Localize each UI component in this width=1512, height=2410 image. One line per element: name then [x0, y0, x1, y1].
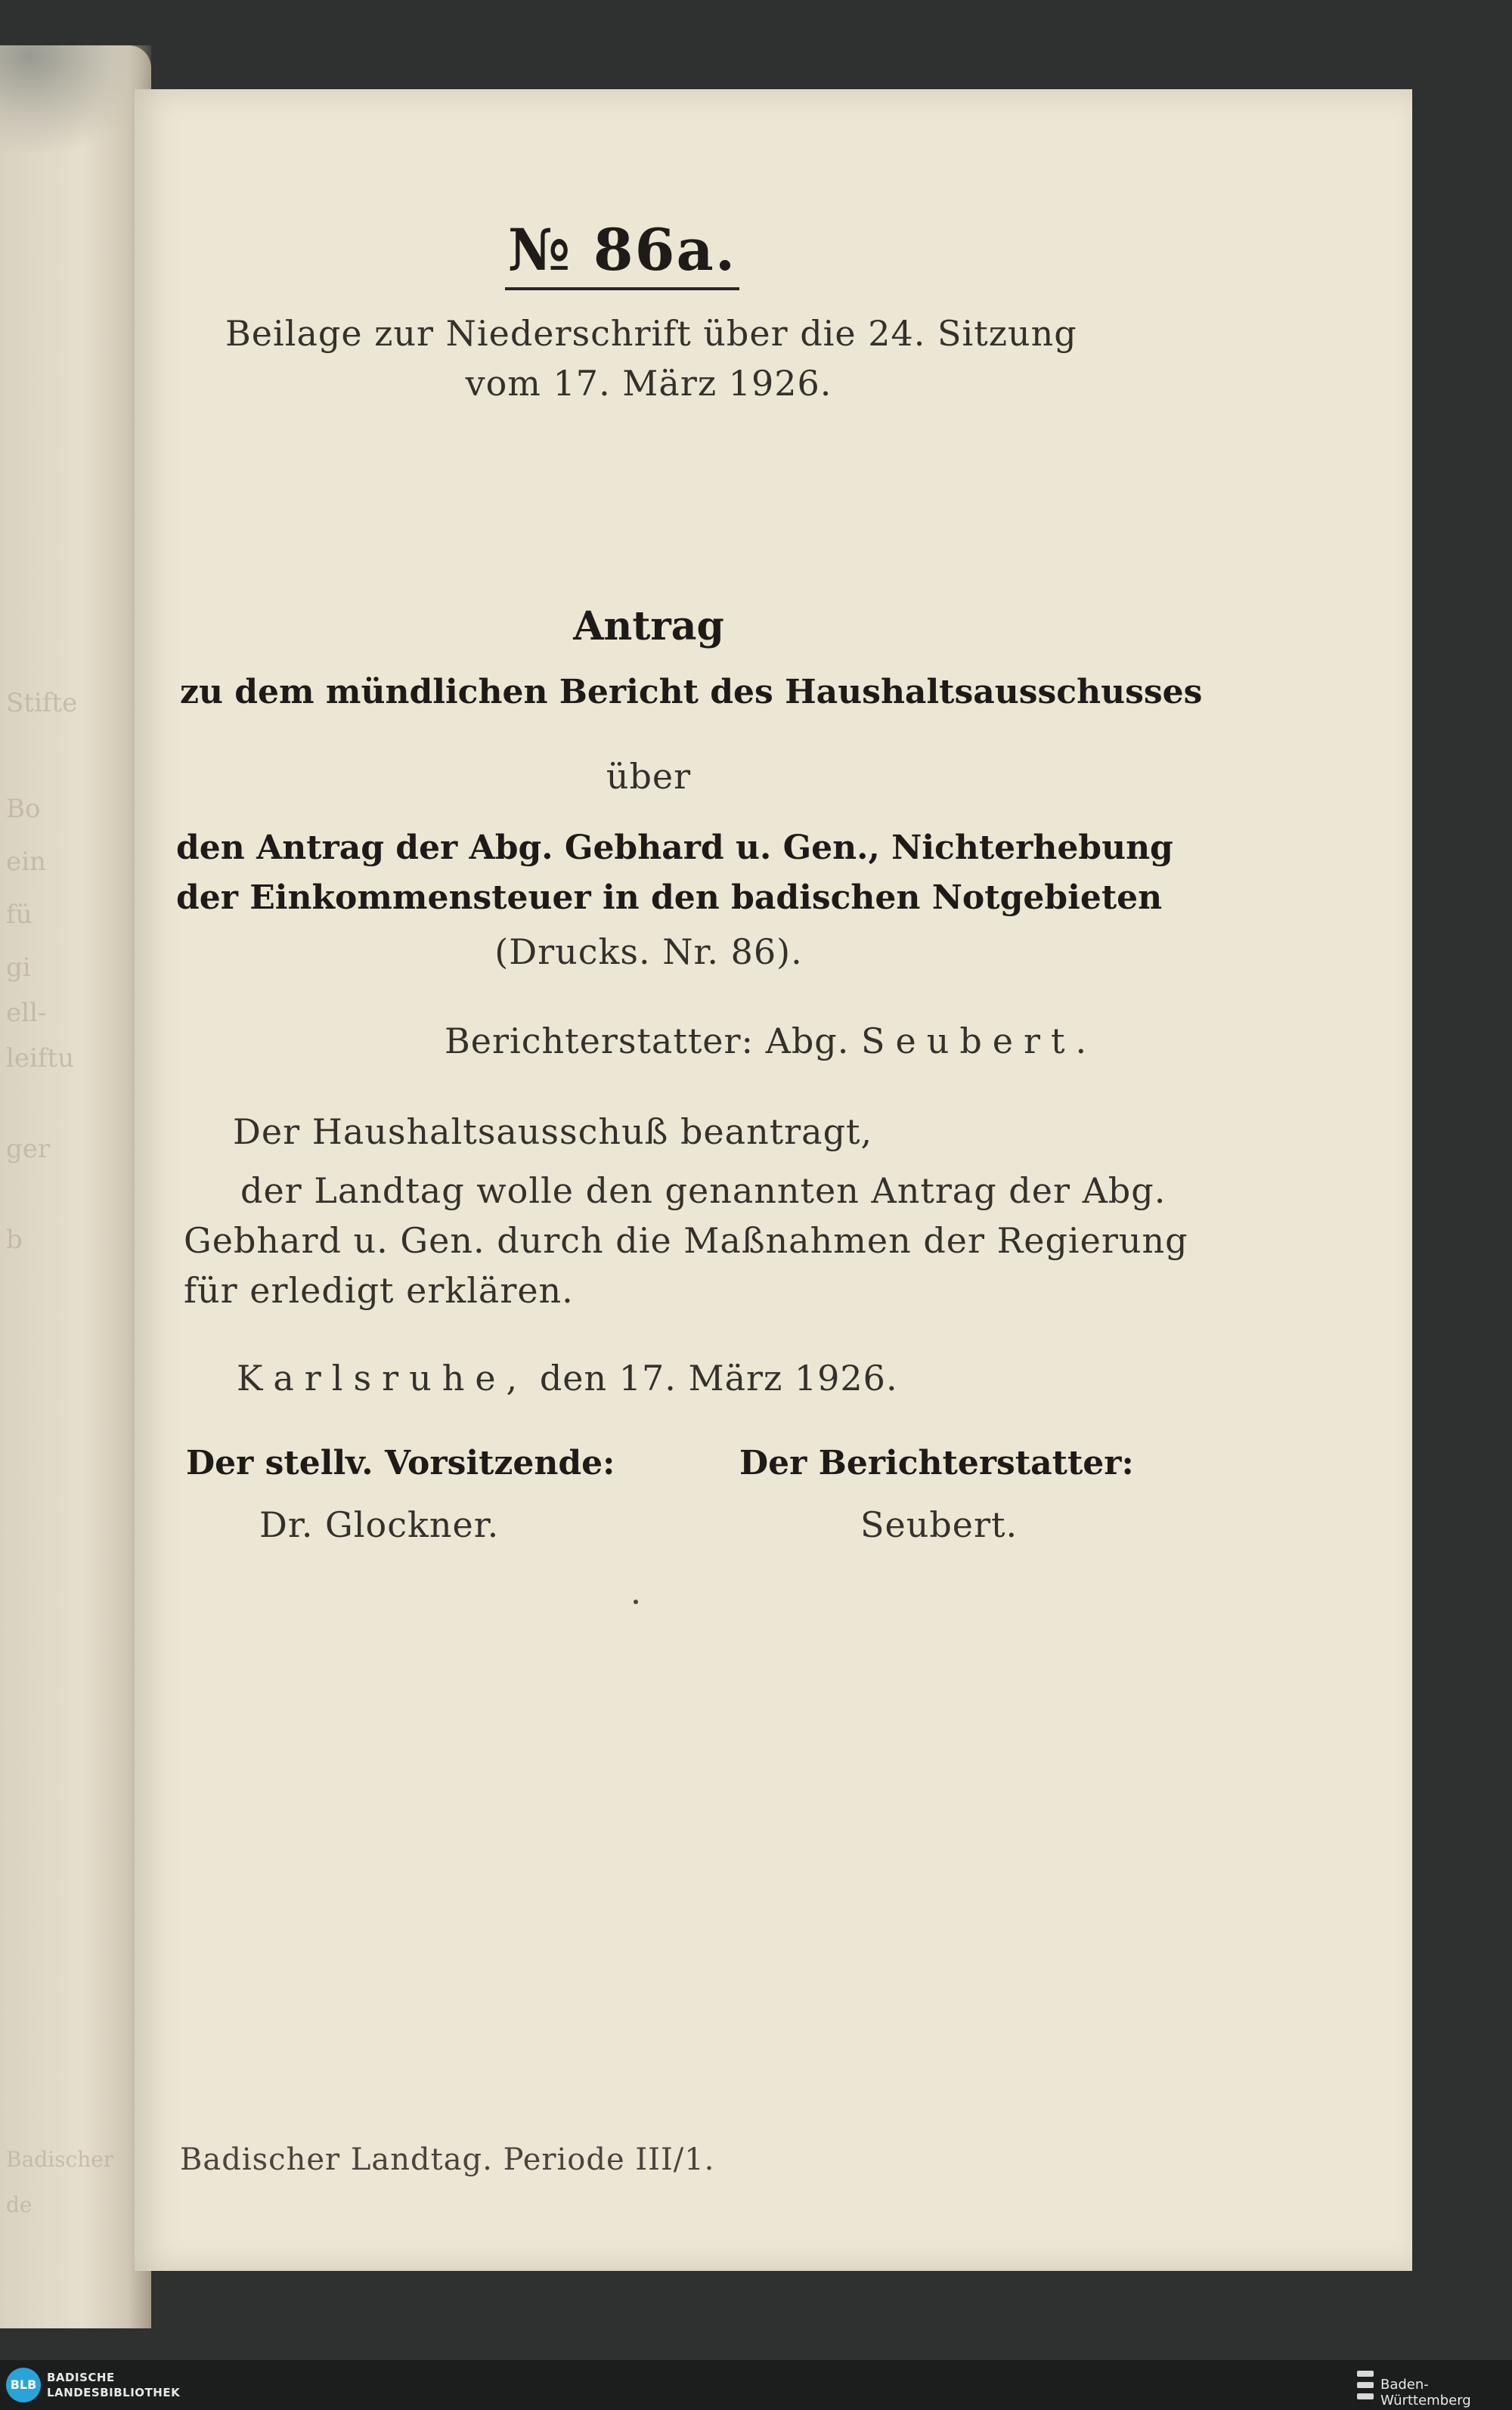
page-footer: Badischer Landtag. Periode III/1. — [180, 2142, 715, 2177]
rapporteur-label: Berichterstatter: Abg. — [445, 1021, 850, 1061]
motion-intro: Der Haushaltsausschuß beantragt, — [233, 1111, 873, 1152]
connector-text: über — [606, 756, 692, 797]
ghost-line: ein — [6, 847, 46, 877]
ghost-line: Badischer — [6, 2147, 114, 2172]
state-emblem-icon — [1357, 2371, 1374, 2399]
ghost-line: gi — [6, 953, 31, 983]
ghost-line: ell- — [6, 998, 47, 1028]
blb-logo-icon[interactable]: BLB — [6, 2368, 41, 2402]
library-name-line-2: LANDESBIBLIOTHEK — [47, 2386, 181, 2399]
signature-left-name: Dr. Glockner. — [259, 1504, 500, 1545]
subject-reference: (Drucks. Nr. 86). — [494, 931, 803, 972]
ghost-line: Stifte — [6, 688, 78, 718]
document-number-wrap — [505, 216, 739, 283]
signature-right-name: Seubert. — [860, 1504, 1018, 1545]
library-name-line-1: BADISCHE — [47, 2371, 115, 2384]
ghost-line: de — [6, 2192, 33, 2217]
subject-line-1: den Antrag der Abg. Gebhard u. Gen., Nichterhebung — [176, 829, 1173, 867]
library-footer-bar — [0, 2360, 1512, 2410]
ghost-line: b — [6, 1225, 23, 1255]
motion-line-1: der Landtag wolle den genannten Antrag der Abg. — [240, 1170, 1167, 1211]
heading-subtitle: zu dem mündlichen Bericht des Haushaltsausschusses — [180, 673, 1203, 711]
ghost-line: leiftu — [6, 1043, 75, 1073]
motion-line-2: Gebhard u. Gen. durch die Maßnahmen der Regierung — [184, 1220, 1188, 1261]
state-label: Baden-Württemberg — [1380, 2377, 1471, 2408]
ghost-line: ger — [6, 1134, 51, 1164]
motion-line-3: für erledigt erklären. — [184, 1270, 574, 1311]
bleed-through-text — [0, 45, 151, 2328]
ghost-line: Bo — [6, 794, 41, 824]
document-heading: Antrag — [573, 603, 724, 649]
paper-speck — [634, 1600, 638, 1604]
subtitle-line-1: Beilage zur Niederschrift über die 24. Sitzung — [225, 313, 1077, 354]
place-date-line — [237, 1358, 898, 1399]
signature-right-title: Der Berichterstatter: — [739, 1444, 1134, 1482]
previous-page-edge — [0, 45, 151, 2328]
document-number: № 86a. — [507, 216, 737, 283]
rapporteur-name: Seubert. — [861, 1021, 1098, 1061]
document-number-underline — [505, 287, 739, 290]
subject-line-2: der Einkommensteuer in den badischen Notgebieten — [176, 878, 1163, 917]
subtitle-line-2: vom 17. März 1926. — [465, 363, 832, 404]
place: Karlsruhe, — [237, 1358, 528, 1399]
document-page — [135, 89, 1412, 2271]
signature-left-title: Der stellv. Vorsitzende: — [186, 1444, 615, 1482]
ghost-line: fü — [6, 900, 33, 930]
rapporteur-line — [445, 1021, 1097, 1061]
date: den 17. März 1926. — [539, 1358, 898, 1399]
